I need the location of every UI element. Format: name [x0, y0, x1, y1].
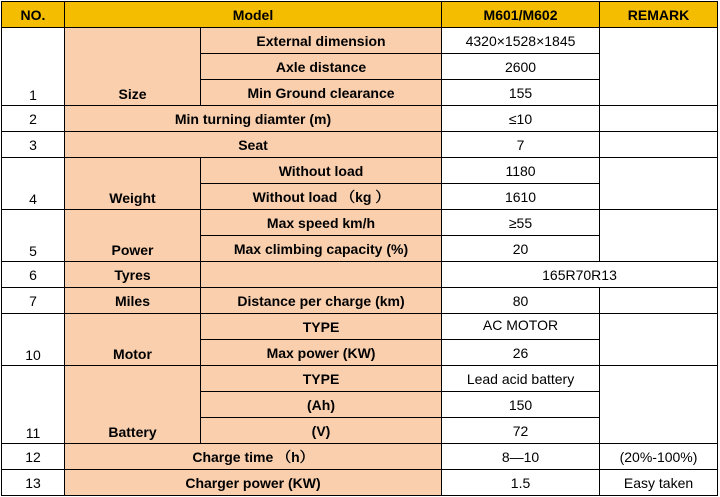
category-power: Power	[65, 210, 201, 262]
spec-value: 20	[442, 236, 600, 262]
spec-value: 1.5	[442, 470, 600, 496]
remark-cell	[600, 132, 718, 158]
spec-value: 72	[442, 418, 600, 444]
row-number: 10	[2, 314, 65, 366]
table-row	[2, 314, 718, 340]
spec-label: (Ah)	[201, 392, 442, 418]
table-row	[2, 132, 718, 158]
table-row	[2, 288, 718, 314]
spec-value: 8—10	[442, 444, 600, 470]
spec-value: 155	[442, 80, 600, 106]
remark-cell: Easy taken	[600, 470, 718, 496]
spec-label: Charger power (KW)	[65, 470, 442, 496]
table-row	[2, 366, 718, 392]
spec-label: TYPE	[201, 314, 442, 340]
spec-label: Axle distance	[201, 54, 442, 80]
spec-label: Min Ground clearance	[201, 80, 442, 106]
spec-value: ≥55	[442, 210, 600, 236]
category-battery: Battery	[65, 366, 201, 444]
remark-cell	[600, 288, 718, 314]
spec-label: Max power (KW)	[201, 340, 442, 366]
spec-value: 26	[442, 340, 600, 366]
table-row	[2, 210, 718, 236]
row-number: 1	[2, 28, 65, 106]
spec-value: 165R70R13	[442, 262, 718, 288]
row-number: 13	[2, 470, 65, 496]
spec-value: 7	[442, 132, 600, 158]
spec-value: 80	[442, 288, 600, 314]
spec-label	[201, 262, 442, 288]
spec-value: 4320×1528×1845	[442, 28, 600, 54]
header-product: M601/M602	[442, 2, 600, 28]
spec-label: TYPE	[201, 366, 442, 392]
table-row	[2, 470, 718, 496]
spec-label: Max speed km/h	[201, 210, 442, 236]
spec-value: 2600	[442, 54, 600, 80]
spec-label: Without load （kg ）	[201, 184, 442, 210]
spec-label: Max climbing capacity (%)	[201, 236, 442, 262]
category-weight: Weight	[65, 158, 201, 210]
spec-value: Lead acid battery	[442, 366, 600, 392]
header-no: NO.	[2, 2, 65, 28]
spec-label: (V)	[201, 418, 442, 444]
remark-cell: (20%-100%)	[600, 444, 718, 470]
row-number: 6	[2, 262, 65, 288]
spec-label: Min turning diamter (m)	[65, 106, 442, 132]
row-number: 12	[2, 444, 65, 470]
spec-label: Seat	[65, 132, 442, 158]
remark-cell	[600, 28, 718, 106]
spec-value: 1610	[442, 184, 600, 210]
remark-cell	[600, 158, 718, 210]
spec-value: 1180	[442, 158, 600, 184]
row-number: 11	[2, 366, 65, 444]
row-number: 7	[2, 288, 65, 314]
spec-value: 150	[442, 392, 600, 418]
table-row	[2, 106, 718, 132]
category-miles: Miles	[65, 288, 201, 314]
row-number: 3	[2, 132, 65, 158]
category-motor: Motor	[65, 314, 201, 366]
spec-label: Charge time （h）	[65, 444, 442, 470]
spec-value: AC MOTOR	[442, 314, 600, 340]
table-row	[2, 158, 718, 184]
remark-cell	[600, 314, 718, 366]
category-size: Size	[65, 28, 201, 106]
table-row	[2, 28, 718, 54]
remark-cell	[600, 366, 718, 444]
row-number: 5	[2, 210, 65, 262]
remark-cell	[600, 210, 718, 262]
spec-label: External dimension	[201, 28, 442, 54]
header-row	[2, 2, 718, 28]
specification-table	[1, 1, 718, 496]
row-number: 4	[2, 158, 65, 210]
table-row	[2, 444, 718, 470]
row-number: 2	[2, 106, 65, 132]
category-tyres: Tyres	[65, 262, 201, 288]
spec-value: ≤10	[442, 106, 600, 132]
header-model: Model	[65, 2, 442, 28]
spec-label: Without load	[201, 158, 442, 184]
table-row	[2, 262, 718, 288]
spec-label: Distance per charge (km)	[201, 288, 442, 314]
header-remark: REMARK	[600, 2, 718, 28]
remark-cell	[600, 106, 718, 132]
